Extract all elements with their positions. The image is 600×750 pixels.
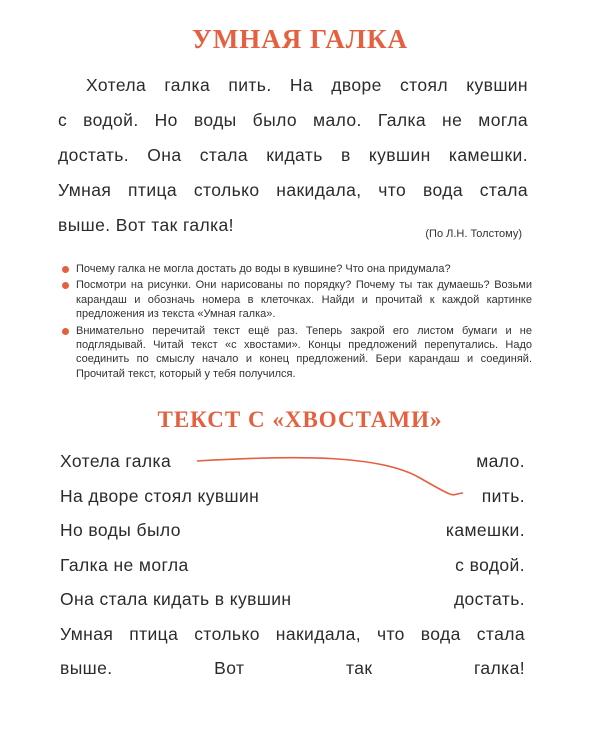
- sentence-end: достать.: [453, 589, 525, 609]
- story-line: достать. Она стала кидать в кувшин камешки.: [58, 145, 528, 165]
- tail-line: выше. Вот так галка!: [60, 658, 525, 678]
- story-line: Умная птица столько накидала, что вода стала: [58, 180, 528, 200]
- sentence-start: На дворе стоял кувшин: [60, 485, 260, 506]
- task-text: Почему галка не могла достать до воды в кувшине? Что она придумала?: [76, 263, 451, 275]
- story-text: [58, 68, 528, 243]
- page-title: УМНАЯ ГАЛКА: [192, 24, 408, 54]
- sentence-end: с водой.: [455, 554, 525, 575]
- bullet-dot-icon: [62, 282, 69, 289]
- task-item: [62, 324, 532, 382]
- sentence-start: Она стала кидать в кувшин: [60, 589, 292, 609]
- story-line: Хотела галка пить. На дворе стоял кувшин: [86, 75, 528, 95]
- sentence-pair: [60, 513, 525, 548]
- bullet-dot-icon: [62, 328, 69, 335]
- task-item: [62, 278, 532, 321]
- task-text: Внимательно перечитай текст ещё раз. Теперь закрой его листом бумаги и не подглядывай. Читай текст «с хвостами». Концы предложений перепутались. Надо соединить по смыслу начало и конец предложений. Бери карандаш и соединяй. Прочитай текст, который у тебя получился.: [76, 324, 532, 380]
- sentence-pair: [60, 548, 525, 583]
- sentence-end: мало.: [476, 451, 525, 471]
- sentence-pair: [60, 444, 525, 479]
- task-text: Посмотри на рисунки. Они нарисованы по порядку? Почему ты так думаешь? Возьми карандаш и обозначь номера в клеточках. Найди и прочитай к каждой картинке предложения из текста «Умная галка».: [76, 279, 532, 321]
- sentence-pair: [60, 582, 525, 617]
- sentence-start: Но воды было: [60, 520, 181, 540]
- story-line: выше. Вот так галка!: [58, 215, 234, 235]
- section-title: ТЕКСТ С «ХВОСТАМИ»: [157, 407, 443, 432]
- sentence-end: пить.: [481, 485, 525, 506]
- sentence-pair: [60, 479, 525, 514]
- task-item: [62, 262, 532, 276]
- matching-exercise: [60, 444, 525, 686]
- author-credit: (По Л.Н. Толстому): [425, 228, 522, 240]
- sentence-start: Хотела галка: [60, 451, 172, 471]
- bullet-dot-icon: [62, 266, 69, 273]
- tail-line: Умная птица столько накидала, что вода стала: [60, 623, 525, 644]
- task-list: [62, 262, 532, 383]
- sentence-end: камешки.: [445, 520, 525, 540]
- sentence-start: Галка не могла: [60, 554, 189, 575]
- story-line: с водой. Но воды было мало. Галка не могла: [58, 110, 528, 130]
